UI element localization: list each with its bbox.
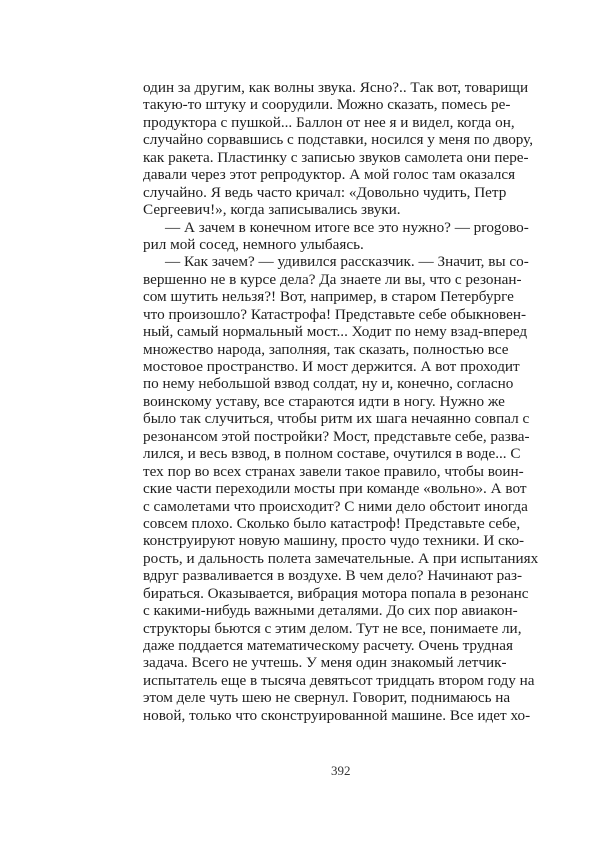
text-line: продуктора с пушкой... Баллон от нее я и видел, когда он, xyxy=(143,113,515,131)
text-line: воинскому уставу, все стараются идти в ногу. Нужно же xyxy=(143,392,505,410)
text-line: с какими-нибудь важными деталями. До сих пор авиакон- xyxy=(143,602,518,620)
text-line: что произошло? Катастрофа! Представьте себе обыкновен- xyxy=(143,305,527,323)
text-line: один за другим, как волны звука. Ясно?.. Так вот, товарищи xyxy=(143,79,529,96)
text-line: испытатель еще в тысяча девятьсот тридцать втором году на xyxy=(143,671,535,689)
text-line: тех пор во всех странах завели такое правило, чтобы воин- xyxy=(143,462,524,480)
text-line: конструируют новую машину, просто чудо техники. И ско- xyxy=(143,532,525,550)
text-line: ный, самый нормальный мост... Ходит по нему взад-вперед xyxy=(143,323,528,341)
text-line: рость, и дальность полета замечательные. А при испытаниях xyxy=(143,549,539,567)
text-line: было так случиться, чтобы ритм их шага нечаянно совпал с xyxy=(143,410,530,428)
text-line: вершенно не в курсе дела? Да знаете ли вы, что с резонан- xyxy=(143,270,522,288)
page-number: 392 xyxy=(331,763,351,778)
text-line: даже поддается математическому расчету. Очень трудная xyxy=(143,637,514,654)
text-line: бираться. Оказывается, вибрация мотора попала в резонанс xyxy=(143,584,529,602)
text-line: такую-то штуку и соорудили. Можно сказать, помесь ре- xyxy=(143,96,511,114)
text-line: случайно. Я ведь часто кричал: «Довольно чудить, Петр xyxy=(143,183,507,201)
text-line: задача. Всего не учтешь. У меня один знакомый летчик- xyxy=(143,654,507,672)
text-line: структоры бьются с этим делом. Тут не все, понимаете ли, xyxy=(143,619,522,637)
text-line: рил мой сосед, немного улыбаясь. xyxy=(143,235,364,253)
text-line: множество народа, заполняя, так сказать, полностью все xyxy=(143,340,509,358)
text-line: давали через этот репродуктор. А мой голос там оказался xyxy=(143,166,516,184)
text-line: ские части переходили мосты при команде «вольно». А вот xyxy=(143,480,527,498)
text-line: с самолетами что происходит? С ними дело обстоит иногда xyxy=(143,497,528,515)
text-line: вдруг разваливается в воздухе. В чем дело? Начинают раз- xyxy=(143,567,523,585)
text-line: новой, только что сконструированной машине. Все идет хо- xyxy=(143,706,531,724)
page-body-text xyxy=(143,79,539,724)
text-line: — Как зачем? — удивился рассказчик. — Значит, вы со- xyxy=(165,253,529,271)
text-line: резонансом этой постройки? Мост, представьте себе, разва- xyxy=(143,427,530,445)
text-line: как ракета. Пластинку с записью звуков самолета они пере- xyxy=(143,148,529,166)
text-line: мостовое пространство. И мост держится. А вот проходит xyxy=(143,358,520,375)
text-line: случайно сорвавшись с подставки, носился у меня по двору, xyxy=(143,131,534,149)
text-line: — А зачем в конечном итоге все это нужно? — progово- xyxy=(165,218,529,236)
text-line: по нему небольшой взвод солдат, ну и, конечно, согласно xyxy=(143,375,514,393)
text-line: этом деле чуть шею не свернул. Говорит, поднимаюсь на xyxy=(143,689,511,707)
text-line: сом шутить нельзя?! Вот, например, в старом Петербурге xyxy=(143,288,514,306)
text-line: лился, и весь взвод, в полном составе, очутился в воде... С xyxy=(143,445,521,463)
text-line: совсем плохо. Сколько было катастроф! Представьте себе, xyxy=(143,514,521,532)
text-line: Сергеевич!», когда записывались звуки. xyxy=(143,201,401,219)
